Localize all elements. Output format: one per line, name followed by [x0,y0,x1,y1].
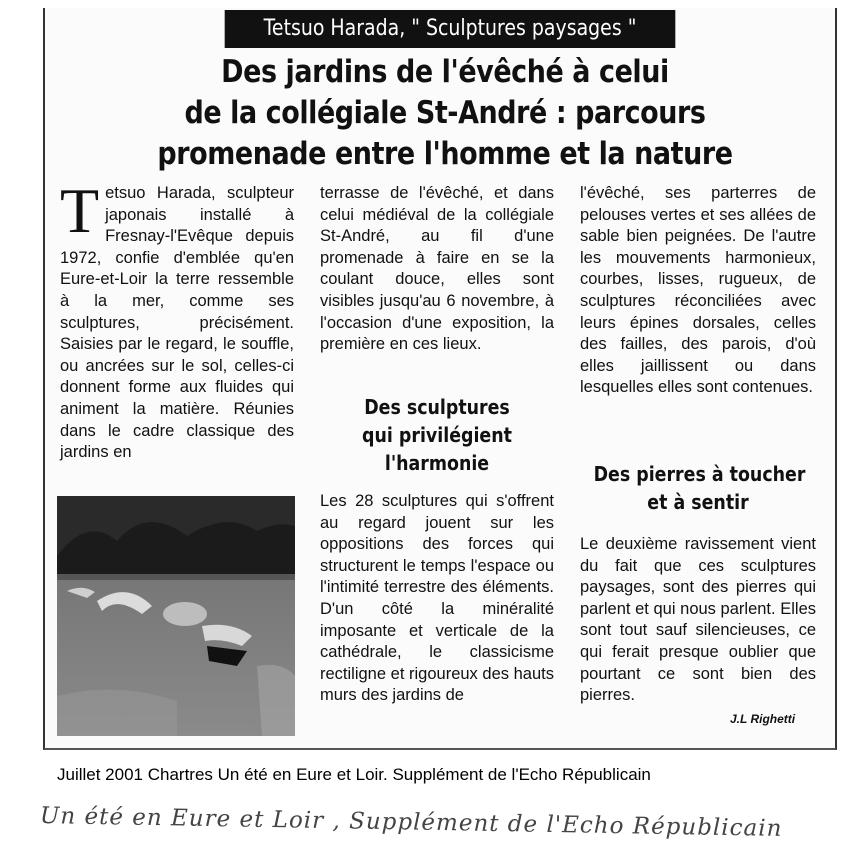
subhead-harmonie-line-3: l'harmonie [384,451,490,475]
subhead-harmonie-line-2: qui privilégient [362,423,512,447]
column-1 [60,175,294,464]
column-2-lower [320,491,554,707]
subhead-harmonie [320,393,554,477]
column-3-text-2: Le deuxième ravissement vient du fait que ces sculptures paysages, sont des pierres qui parlent et qui nous parlent. Elles sont tout sauf silencieuses, ce qui ferait presque oublier que pourtant ce sont bien des pierres. [580,535,816,705]
article-banner: Tetsuo Harada, " Sculptures paysages " [225,10,676,48]
subhead-pierres-line-1: Des pierres à toucher [593,462,806,486]
column-2 [320,183,554,356]
subhead-pierres-line-2: et à sentir [647,490,749,514]
handwritten-note: Un été en Eure et Loir , Supplément de l'Echo Républicain [39,803,783,842]
column-3-lower [580,534,816,707]
subhead-harmonie-line-1: Des sculptures [364,395,510,419]
source-caption: Juillet 2001 Chartres Un été en Eure et Loir. Supplément de l'Echo Républicain [57,765,651,784]
garden-sculpture-photo [57,496,295,736]
column-3-text-1: l'évêché, ses parterres de pelouses vertes et ses allées de sable bien peignées. De l'autre les mouvements harmonieux, courbes, lisses, rugueux, de sculptures réconciliées avec leurs épines dorsales, celles des failles, des parois, d'où elles jaillissent ou dans lesquelles elles sont contenues. [580,184,816,397]
subhead-pierres [578,460,818,516]
column-2-text-1: terrasse de l'évêché, et dans celui médiéval de la collégiale St-André, au fil d'une promenade à faire en se la coulant douce, elles sont visibles jusqu'au 6 novembre, à l'occasion d'une exposition, la première en ces lieux. [320,184,554,354]
drop-cap: T [60,175,100,246]
column-2-text-2: Les 28 sculptures qui s'offrent au regard jouent sur les oppositions des forces qui structurent le temps l'espace ou l'intimité terrestre des éléments. D'un côté la minéralité imposante et verticale de la cathédrale, le classicisme rectiligne et rigoureux des hauts murs des jardins de [320,492,554,705]
headline [60,52,830,175]
column-1-text: etsuo Harada, sculpteur japonais installé à Fresnay-l'Evêque depuis 1972, confie d'emblée qu'en Eure-et-Loir la terre ressemble à la mer, comme ses sculptures, précisément. Saisies par le regard, le souffle, ou ancrées sur le sol, celles-ci donnent forme aux fluides qui animent la matière. Réunies dans le cadre classique des jardins en [60,184,294,462]
photo-image [57,496,295,736]
headline-line-1: Des jardins de l'évêché à celui [221,54,669,90]
headline-line-2: de la collégiale St-André : parcours [184,95,706,131]
headline-line-3: promenade entre l'homme et la nature [157,136,733,172]
author-signature: J.L Righetti [730,712,796,726]
column-3 [580,183,816,399]
